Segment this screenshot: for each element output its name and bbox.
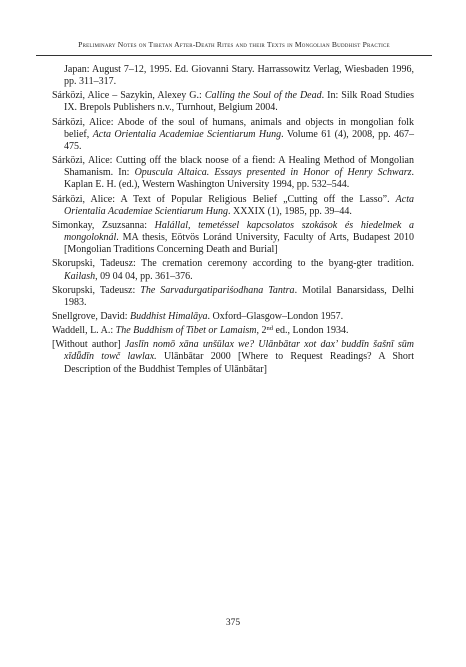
reference-text: . Motilal Banarsidass, Delhi 1983. — [64, 284, 414, 308]
reference-list — [52, 64, 414, 378]
reference-entry — [52, 117, 414, 153]
reference-text: Sárközi, Alice: Cutting off the black noose of a fiend: A Healing Method of Mongolian Shamanism. In: — [52, 155, 414, 179]
reference-entry — [52, 220, 414, 256]
reference-title: Halállal, temetéssel kapcsolatos szokások és hiedelmek a mongoloknál — [64, 219, 414, 244]
reference-title: Acta Orientalia Academiae Scientiarum Hung — [92, 128, 282, 140]
reference-entry — [52, 285, 414, 309]
reference-text: , 2 — [256, 325, 267, 337]
page-number: 375 — [225, 618, 241, 628]
reference-title: Calling the Soul of the Dead — [204, 90, 322, 102]
reference-text: . XXXIX (1), 1985, pp. 39–44. — [227, 205, 352, 217]
reference-text: Japan: August 7–12, 1995. Ed. Giovanni Stary. Harrassowitz Verlag, Wiesbaden 1996, pp. 311–317. — [64, 64, 414, 88]
reference-title: Buddhist Himalāya — [130, 310, 208, 322]
reference-text: nd — [266, 325, 273, 333]
reference-text: Skorupski, Tadeusz: — [52, 284, 141, 296]
reference-entry — [52, 311, 414, 323]
reference-entry — [52, 194, 414, 218]
reference-title: Jaslīn nomō xāna unšūlax we? Ulānbātar xot dax’ buddīn šašnī sūm xīdǖdīn towč lawlax. — [64, 339, 414, 363]
reference-text: Ulānbātar 2000 [Where to Request Readings? A Short Description of the Buddhist Temples of Ulānbātar] — [64, 351, 414, 375]
reference-text: ed., London 1934. — [273, 325, 349, 337]
reference-text: Sárközi, Alice: A Text of Popular Religious Belief „Cutting off the Lasso”. — [52, 193, 396, 205]
reference-entry — [52, 90, 414, 114]
reference-text: Skorupski, Tadeusz: The cremation ceremony according to the byang-gter tradition. — [52, 258, 414, 270]
header-rule — [36, 55, 432, 56]
reference-entry — [52, 325, 414, 337]
reference-entry — [52, 339, 414, 375]
reference-title: Kailash — [64, 270, 96, 282]
reference-title: Acta Orientalia Academiae Scientiarum Hung — [64, 193, 414, 217]
reference-entry — [52, 258, 414, 282]
reference-text: Snellgrove, David: — [52, 310, 131, 322]
reference-text: . In: Silk Road Studies IX. Brepols Publishers n.v., Turnhout, Belgium 2004. — [64, 90, 415, 114]
reference-entry — [52, 155, 414, 191]
reference-text: Sárközi, Alice: Abode of the soul of humans, animals and objects in mongolian folk belief, — [52, 116, 414, 140]
reference-entry — [52, 64, 414, 88]
reference-text: [Without author] — [52, 339, 125, 351]
reference-title: The Sarvadurgatipariśodhana Tantra — [140, 284, 295, 296]
reference-title: The Buddhism of Tibet or Lamaism — [115, 325, 257, 337]
reference-title: Opuscula Altaica. Essays presented in Honor of Henry Schwarz — [134, 167, 412, 179]
reference-text: . Kaplan E. H. (ed.), Western Washington University 1994, pp. 532–544. — [64, 167, 414, 191]
reference-text: Simonkay, Zsuzsanna: — [52, 219, 155, 231]
reference-text: Sárközi, Alice – Sazykin, Alexey G.: — [52, 90, 205, 102]
reference-text: , 09 04 04, pp. 361–376. — [95, 270, 193, 282]
reference-text: . MA thesis, Eötvös Loránd University, Faculty of Arts, Budapest 2010 [Mongolian Traditions Concerning Death and Burial] — [64, 232, 414, 256]
reference-text: . Oxford–Glasgow–London 1957. — [207, 310, 344, 322]
reference-text: . Volume 61 (4), 2008, pp. 467–475. — [64, 128, 415, 152]
running-header: Preliminary Notes on Tibetan After-Death Rites and their Texts in Mongolian Buddhist Practice — [78, 40, 390, 49]
reference-text: Waddell, L. A.: — [52, 325, 116, 337]
